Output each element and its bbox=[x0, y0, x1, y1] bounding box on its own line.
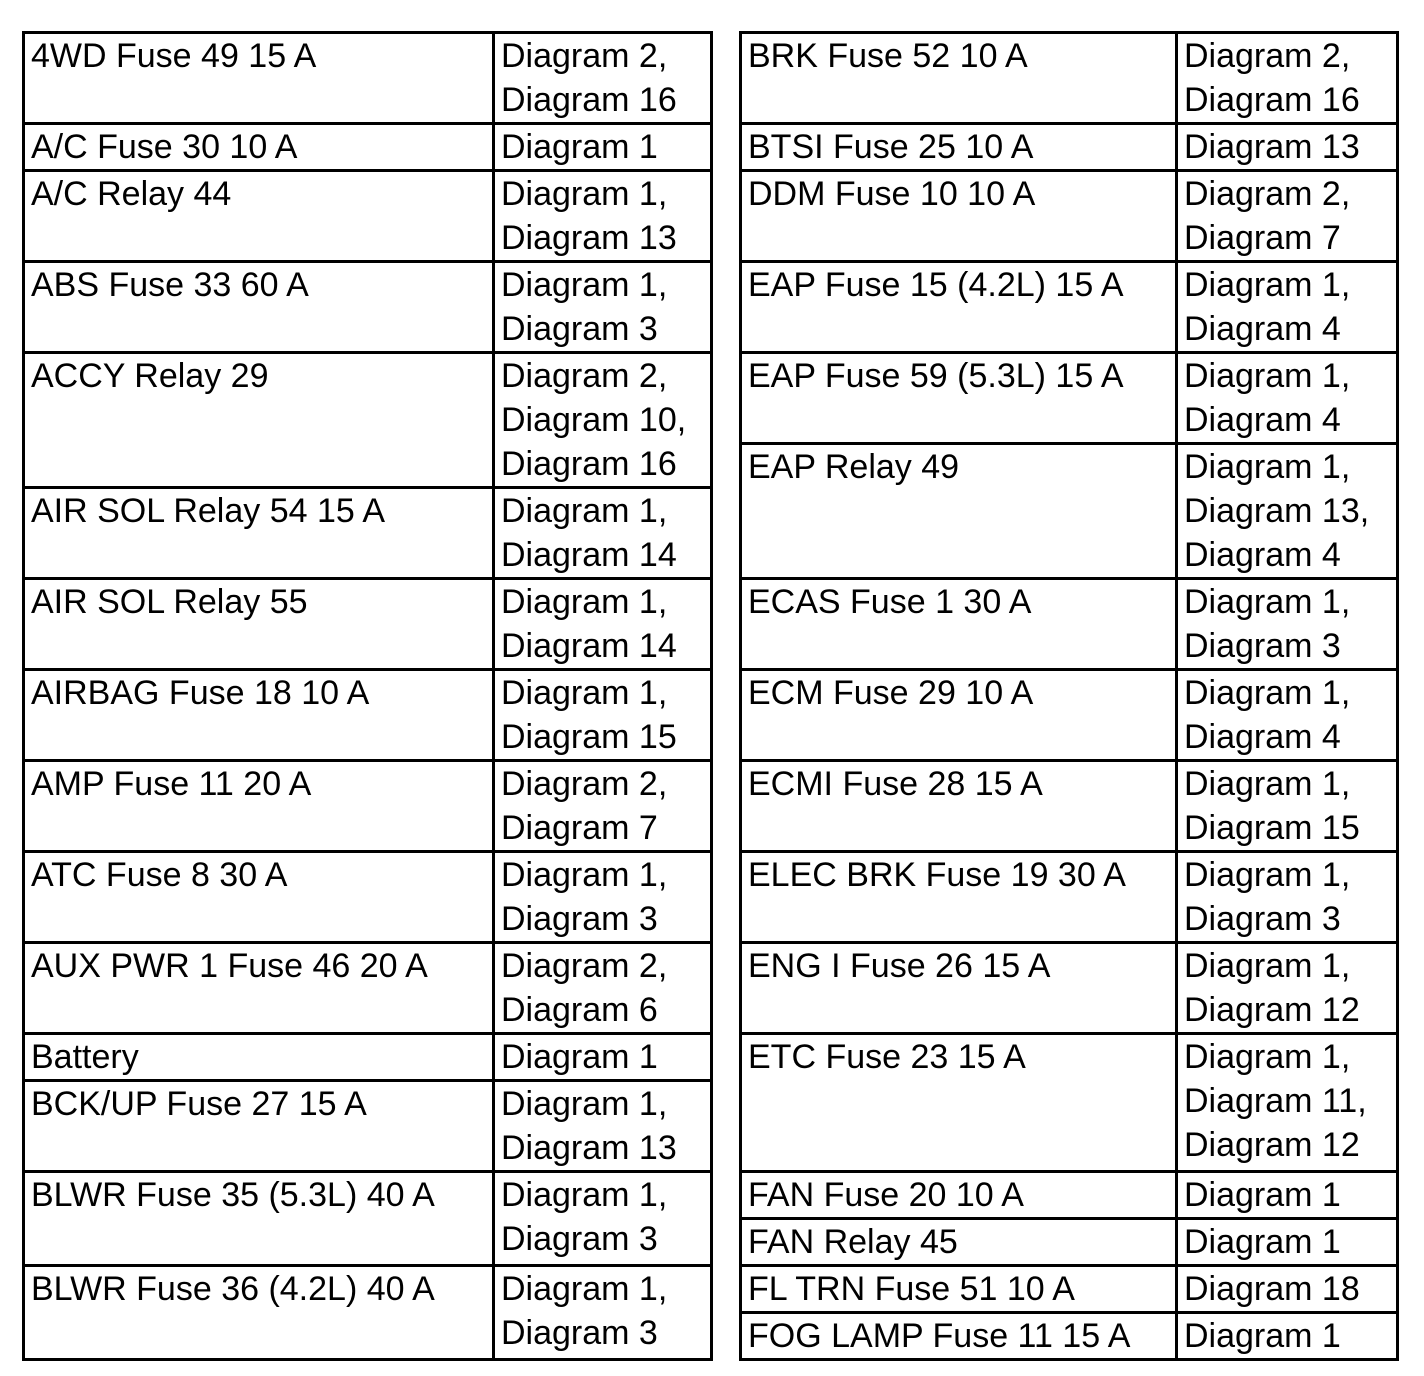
diagram-cell: Diagram 1, Diagram 3 bbox=[1177, 852, 1398, 943]
diagram-cell: Diagram 2, Diagram 16 bbox=[1177, 33, 1398, 124]
diagram-cell: Diagram 1, Diagram 13 bbox=[494, 171, 712, 262]
component-cell: BLWR Fuse 36 (4.2L) 40 A bbox=[24, 1266, 494, 1360]
diagram-cell: Diagram 1, Diagram 3 bbox=[494, 262, 712, 353]
diagram-cell: Diagram 1, Diagram 14 bbox=[494, 488, 712, 579]
diagram-cell: Diagram 1, Diagram 13, Diagram 4 bbox=[1177, 444, 1398, 579]
component-cell: DDM Fuse 10 10 A bbox=[741, 171, 1177, 262]
diagram-cell: Diagram 1, Diagram 15 bbox=[1177, 761, 1398, 852]
column-gap bbox=[712, 444, 741, 1360]
diagram-cell: Diagram 2, Diagram 7 bbox=[494, 761, 712, 852]
component-cell: EAP Fuse 59 (5.3L) 15 A bbox=[741, 353, 1177, 444]
component-index-table bbox=[22, 31, 1399, 1361]
diagram-cell: Diagram 1, Diagram 3 bbox=[494, 1172, 712, 1266]
diagram-cell: Diagram 13 bbox=[1177, 124, 1398, 171]
component-cell: A/C Fuse 30 10 A bbox=[24, 124, 494, 171]
component-cell: AIR SOL Relay 54 15 A bbox=[24, 488, 494, 579]
component-cell: ACCY Relay 29 bbox=[24, 353, 494, 488]
component-cell: AIRBAG Fuse 18 10 A bbox=[24, 670, 494, 761]
component-cell: FOG LAMP Fuse 11 15 A bbox=[741, 1313, 1177, 1360]
component-cell: AMP Fuse 11 20 A bbox=[24, 761, 494, 852]
component-cell: 4WD Fuse 49 15 A bbox=[24, 33, 494, 124]
component-cell: ABS Fuse 33 60 A bbox=[24, 262, 494, 353]
diagram-cell: Diagram 1 bbox=[1177, 1219, 1398, 1266]
component-cell: AIR SOL Relay 55 bbox=[24, 579, 494, 670]
component-cell: BTSI Fuse 25 10 A bbox=[741, 124, 1177, 171]
diagram-cell: Diagram 1 bbox=[1177, 1313, 1398, 1360]
diagram-cell: Diagram 1, Diagram 4 bbox=[1177, 353, 1398, 444]
component-cell: ATC Fuse 8 30 A bbox=[24, 852, 494, 943]
diagram-cell: Diagram 1, Diagram 3 bbox=[1177, 579, 1398, 670]
diagram-cell: Diagram 2, Diagram 7 bbox=[1177, 171, 1398, 262]
component-cell: BRK Fuse 52 10 A bbox=[741, 33, 1177, 124]
diagram-cell: Diagram 18 bbox=[1177, 1266, 1398, 1313]
component-cell: ETC Fuse 23 15 A bbox=[741, 1034, 1177, 1172]
component-cell: EAP Fuse 15 (4.2L) 15 A bbox=[741, 262, 1177, 353]
component-cell: FL TRN Fuse 51 10 A bbox=[741, 1266, 1177, 1313]
component-cell: ECM Fuse 29 10 A bbox=[741, 670, 1177, 761]
diagram-cell: Diagram 1, Diagram 12 bbox=[1177, 943, 1398, 1034]
diagram-cell: Diagram 2, Diagram 16 bbox=[494, 33, 712, 124]
diagram-cell: Diagram 1, Diagram 4 bbox=[1177, 670, 1398, 761]
diagram-cell: Diagram 2, Diagram 10, Diagram 16 bbox=[494, 353, 712, 488]
diagram-cell: Diagram 1, Diagram 4 bbox=[1177, 262, 1398, 353]
diagram-cell: Diagram 1, Diagram 3 bbox=[494, 1266, 712, 1360]
diagram-cell: Diagram 2, Diagram 6 bbox=[494, 943, 712, 1034]
diagram-cell: Diagram 1 bbox=[494, 1034, 712, 1081]
component-cell: EAP Relay 49 bbox=[741, 444, 1177, 579]
diagram-cell: Diagram 1, Diagram 15 bbox=[494, 670, 712, 761]
diagram-cell: Diagram 1 bbox=[494, 124, 712, 171]
component-cell: ENG I Fuse 26 15 A bbox=[741, 943, 1177, 1034]
component-cell: BCK/UP Fuse 27 15 A bbox=[24, 1081, 494, 1172]
component-cell: FAN Relay 45 bbox=[741, 1219, 1177, 1266]
component-cell: AUX PWR 1 Fuse 46 20 A bbox=[24, 943, 494, 1034]
component-cell: ECAS Fuse 1 30 A bbox=[741, 579, 1177, 670]
diagram-cell: Diagram 1, Diagram 13 bbox=[494, 1081, 712, 1172]
component-cell: A/C Relay 44 bbox=[24, 171, 494, 262]
component-cell: BLWR Fuse 35 (5.3L) 40 A bbox=[24, 1172, 494, 1266]
diagram-cell: Diagram 1, Diagram 3 bbox=[494, 852, 712, 943]
component-cell: ECMI Fuse 28 15 A bbox=[741, 761, 1177, 852]
diagram-cell: Diagram 1 bbox=[1177, 1172, 1398, 1219]
component-cell: Battery bbox=[24, 1034, 494, 1081]
diagram-cell: Diagram 1, Diagram 11, Diagram 12 bbox=[1177, 1034, 1398, 1172]
diagram-cell: Diagram 1, Diagram 14 bbox=[494, 579, 712, 670]
column-gap bbox=[712, 33, 741, 444]
component-cell: FAN Fuse 20 10 A bbox=[741, 1172, 1177, 1219]
component-cell: ELEC BRK Fuse 19 30 A bbox=[741, 852, 1177, 943]
